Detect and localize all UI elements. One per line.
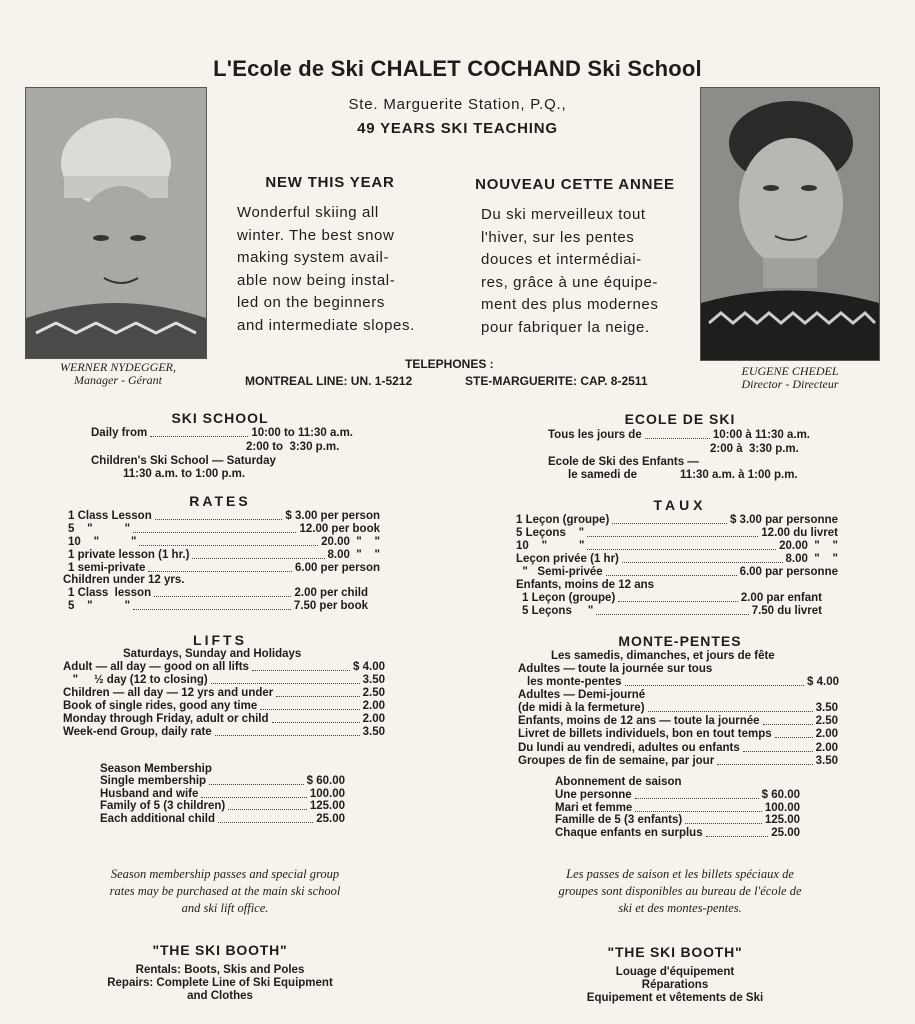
price-value: 25.00	[771, 826, 800, 839]
children-under-12-label: Children under 12 yrs.	[63, 574, 185, 586]
montreal-phone: MONTREAL LINE: UN. 1-5212	[245, 374, 413, 388]
taux-heading: TAUX	[653, 497, 707, 513]
price-label: Mari et femme	[555, 801, 633, 814]
price-value: 3.50	[362, 674, 385, 686]
price-label: Livret de billets individuels, bon en tout temps	[518, 728, 772, 741]
price-row	[100, 775, 345, 788]
price-label: 5 " "	[68, 522, 131, 535]
text-line: making system avail-	[237, 249, 390, 266]
price-row	[522, 592, 822, 605]
price-label: Husband and wife	[100, 787, 199, 800]
price-row	[68, 510, 380, 523]
manager-photo	[25, 87, 207, 359]
price-row	[516, 540, 838, 553]
price-row	[555, 802, 800, 815]
director-caption	[690, 365, 890, 391]
daily-time-2: 2:00 à 3:30 p.m.	[710, 443, 799, 455]
price-value: 2.00	[362, 700, 385, 712]
price-value: 2.00	[815, 741, 838, 754]
price-value: 2.00	[362, 713, 385, 725]
price-value: $ 60.00	[306, 775, 345, 787]
price-row	[555, 814, 800, 827]
season-note	[40, 866, 410, 917]
ski-booth-fr-text	[540, 966, 810, 1005]
enfants-moins-12-label: Enfants, moins de 12 ans	[516, 579, 655, 591]
price-row	[516, 553, 838, 566]
enfants-label: le samedi de	[568, 469, 638, 481]
price-label: Monday through Friday, adult or child	[63, 713, 269, 725]
price-row	[100, 800, 345, 813]
price-label: Du lundi au vendredi, adultes ou enfants	[518, 741, 740, 754]
price-row	[100, 813, 345, 826]
price-value: $ 3.00 par personne	[729, 514, 838, 526]
text-line: douces et intermédiai-	[481, 251, 642, 268]
booth-line: Louage d'équipement	[615, 966, 735, 978]
price-value: 12.00 per book	[299, 522, 380, 535]
price-label: 10 " "	[516, 540, 585, 552]
enfants-time: 11:30 a.m. à 1:00 p.m.	[680, 469, 798, 481]
manager-portrait-image	[26, 88, 206, 358]
booth-line: Réparations	[641, 979, 709, 991]
adultes-demi-line: Adultes — Demi-journé	[518, 689, 646, 701]
price-label: 1 Class Lesson	[68, 510, 152, 522]
booth-line: Repairs: Complete Line of Ski Equipment	[107, 977, 333, 989]
daily-time-2: 2:00 to 3:30 p.m.	[246, 441, 340, 453]
text-line: ment des plus modernes	[481, 296, 659, 313]
daily-label: Tous les jours de	[548, 429, 642, 441]
price-row	[63, 713, 385, 726]
price-row	[518, 728, 838, 741]
daily-time-1: 10:00 to 11:30 a.m.	[251, 427, 353, 439]
price-label: 5 Leçons "	[522, 605, 594, 617]
text-line: pour fabriquer la neige.	[481, 318, 650, 336]
price-row	[555, 789, 800, 802]
note-line: ski et des montes-pentes.	[618, 901, 742, 915]
price-value: 20.00 " "	[321, 535, 380, 548]
price-value: $ 3.00 per person	[285, 510, 380, 522]
price-row	[518, 742, 838, 755]
daily-label: Daily from	[91, 427, 148, 439]
manager-caption	[18, 361, 218, 387]
telephones-label: TELEPHONES :	[405, 357, 494, 371]
ecole-de-ski-heading: ECOLE DE SKI	[624, 411, 736, 427]
price-label: 1 Leçon (groupe)	[522, 592, 616, 604]
price-label: 1 semi-private	[68, 561, 146, 574]
price-label: " Semi-privée	[516, 566, 603, 578]
price-row	[68, 536, 380, 549]
price-label: Chaque enfants en surplus	[555, 826, 703, 839]
price-row	[63, 726, 385, 739]
director-role: Director - Directeur	[741, 377, 839, 391]
price-row	[63, 700, 385, 713]
price-value: $ 4.00	[353, 661, 385, 673]
ski-booth-fr-heading: "THE SKI BOOTH"	[607, 944, 743, 960]
note-line: and ski lift office.	[181, 901, 269, 915]
text-line: Du ski merveilleux tout	[481, 206, 646, 223]
booth-line: Rentals: Boots, Skis and Poles	[135, 964, 305, 976]
daily-from-row	[91, 427, 353, 440]
season-heading: Season Membership	[100, 763, 212, 775]
price-label: Family of 5 (3 children)	[100, 800, 226, 813]
price-value: 7.50 per book	[293, 600, 368, 612]
price-label: 5 " "	[68, 600, 131, 612]
price-value: 7.50 du livret	[751, 605, 822, 617]
price-label: 5 Leçons "	[516, 527, 585, 539]
price-label: Enfants, moins de 12 ans — toute la journée	[518, 715, 760, 728]
booth-line: Equipement et vêtements de Ski	[586, 992, 764, 1004]
price-row	[518, 755, 838, 768]
director-photo	[700, 87, 880, 361]
adultes-line: Adultes — toute la journée sur tous	[518, 663, 713, 675]
price-row	[100, 788, 345, 801]
rates-heading: RATES	[189, 493, 251, 509]
price-label: 1 Class lesson	[68, 587, 152, 599]
ski-booth-text	[70, 964, 370, 1003]
new-this-year-text	[237, 202, 437, 337]
price-value: 2.50	[362, 687, 385, 699]
price-row	[68, 600, 368, 613]
price-row	[63, 674, 385, 687]
text-line: led on the beginners	[237, 294, 385, 311]
director-name: EUGENE CHEDEL	[741, 364, 839, 378]
tous-les-jours-row	[548, 429, 810, 442]
price-value: 6.00 par personne	[739, 566, 838, 578]
price-value: 125.00	[764, 814, 800, 827]
price-value: 20.00 " "	[779, 540, 838, 552]
enfants-school: Ecole de Ski des Enfants —	[548, 456, 699, 468]
price-row	[68, 523, 380, 536]
manager-role: Manager - Gérant	[74, 373, 162, 387]
daily-time-1: 10:00 à 11:30 a.m.	[712, 429, 810, 441]
ski-booth-heading: "THE SKI BOOTH"	[152, 942, 288, 958]
text-line: l'hiver, sur les pentes	[481, 228, 635, 246]
ste-marguerite-phone: STE-MARGUERITE: CAP. 8-2511	[465, 374, 648, 388]
price-label: Single membership	[100, 775, 207, 787]
price-row	[527, 676, 839, 689]
price-row	[516, 566, 838, 579]
price-label: 1 private lesson (1 hr.)	[68, 548, 190, 561]
price-value: 100.00	[309, 787, 345, 800]
price-label: les monte-pentes	[527, 676, 622, 688]
note-line: groupes sont disponibles au bureau de l'école de	[558, 884, 802, 898]
price-row	[518, 715, 838, 728]
price-value: 100.00	[764, 801, 800, 814]
booth-line: and Clothes	[187, 990, 253, 1002]
price-row	[68, 562, 380, 575]
price-value: 2.50	[815, 715, 838, 728]
director-portrait-image	[701, 88, 879, 360]
children-school: Children's Ski School — Saturday	[91, 455, 276, 467]
note-line: Season membership passes and special group	[110, 867, 340, 881]
price-row	[516, 514, 838, 527]
price-row	[68, 587, 368, 600]
price-label: Famille de 5 (3 enfants)	[555, 814, 683, 827]
nouveau-text	[481, 204, 691, 339]
price-label: Groupes de fin de semaine, par jour	[518, 754, 715, 767]
passes-note	[500, 866, 860, 917]
price-value: 2.00	[815, 728, 838, 741]
text-line: and intermediate slopes.	[237, 316, 415, 334]
lifts-heading: LIFTS	[193, 632, 247, 648]
price-row	[68, 549, 380, 562]
page-title: L'Ecole de Ski CHALET COCHAND Ski School	[213, 56, 702, 81]
price-value: 2.00 par enfant	[740, 592, 822, 604]
price-label: " ½ day (12 to closing)	[63, 674, 208, 686]
price-label: Each additional child	[100, 812, 216, 825]
price-value: 12.00 du livret	[761, 527, 838, 539]
price-value: 3.50	[815, 754, 838, 767]
manager-name: WERNER NYDEGGER,	[60, 360, 176, 374]
abonnement-heading: Abonnement de saison	[555, 776, 682, 788]
price-label: Book of single rides, good any time	[63, 700, 258, 712]
price-label: Leçon privée (1 hr)	[516, 553, 619, 565]
price-row	[522, 605, 822, 618]
price-label: Week-end Group, daily rate	[63, 726, 212, 738]
price-value: $ 4.00	[807, 676, 839, 688]
note-line: Les passes de saison et les billets spéciaux de	[566, 867, 794, 881]
monte-pentes-subheading: Les samedis, dimanches, et jours de fête	[551, 650, 775, 662]
price-value: 8.00 " "	[785, 553, 838, 565]
price-label: Adult — all day — good on all lifts	[63, 661, 249, 673]
price-row	[63, 661, 385, 674]
text-line: able now being instal-	[237, 271, 396, 289]
ski-school-heading: SKI SCHOOL	[171, 410, 269, 426]
price-label: 10 " "	[68, 535, 137, 548]
price-value: 25.00	[316, 812, 345, 825]
price-row	[63, 687, 385, 700]
price-value: 2.00 per child	[294, 587, 368, 599]
nouveau-heading: NOUVEAU CETTE ANNEE	[475, 176, 675, 193]
lifts-subheading: Saturdays, Sunday and Holidays	[123, 648, 302, 660]
years-subtitle: 49 YEARS SKI TEACHING	[357, 120, 558, 137]
price-label: (de midi à la fermeture)	[518, 702, 645, 714]
text-line: winter. The best snow	[237, 226, 395, 244]
price-value: 125.00	[309, 800, 345, 813]
children-school-time: 11:30 a.m. to 1:00 p.m.	[123, 468, 246, 480]
price-row	[555, 827, 800, 840]
price-label: Children — all day — 12 yrs and under	[63, 687, 274, 699]
monte-pentes-heading: MONTE-PENTES	[618, 633, 742, 649]
price-value: 3.50	[815, 702, 838, 714]
new-this-year-heading: NEW THIS YEAR	[265, 174, 395, 191]
price-value: 6.00 per person	[294, 561, 380, 574]
price-value: 3.50	[362, 726, 385, 738]
price-value: 8.00 " "	[327, 548, 380, 561]
price-label: 1 Leçon (groupe)	[516, 514, 610, 526]
note-line: rates may be purchased at the main ski school	[109, 884, 341, 898]
price-row	[518, 702, 838, 715]
price-label: Une personne	[555, 789, 632, 801]
text-line: Wonderful skiing all	[237, 204, 379, 221]
text-line: res, grâce à une équipe-	[481, 273, 659, 291]
price-row	[516, 527, 838, 540]
price-value: $ 60.00	[761, 789, 800, 801]
location-subtitle: Ste. Marguerite Station, P.Q.,	[348, 96, 567, 113]
